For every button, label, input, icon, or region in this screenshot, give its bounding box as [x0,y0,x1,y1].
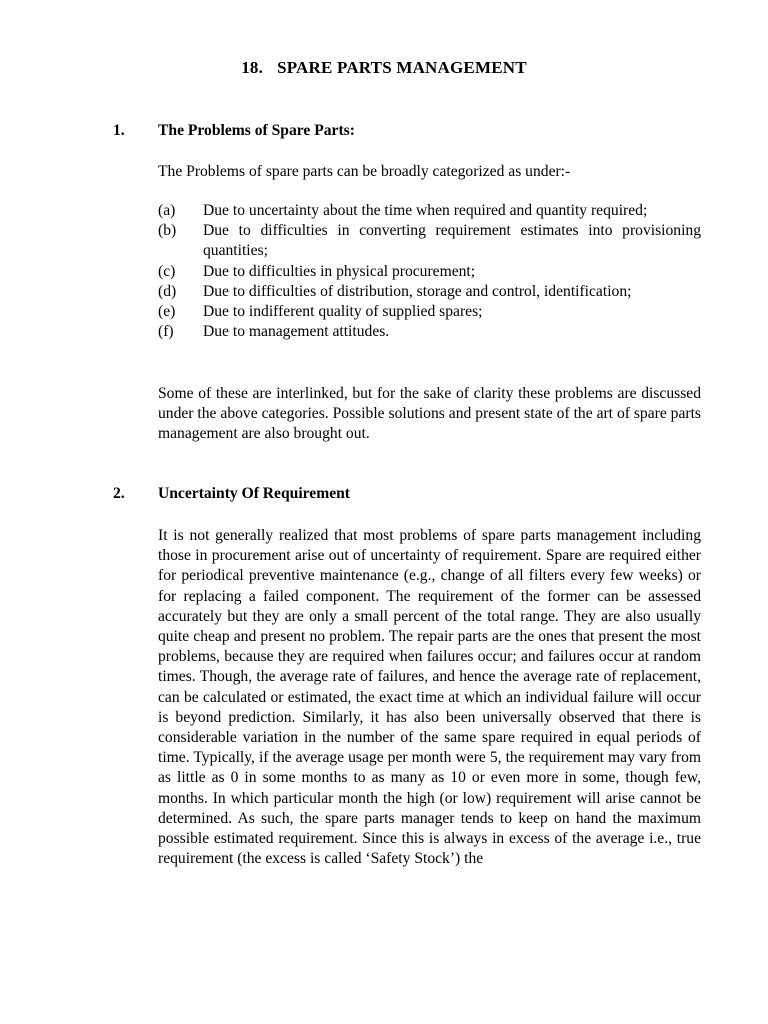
section-2-heading [113,485,350,503]
list-item-marker: (b) [158,222,177,240]
list-item-marker: (e) [158,303,176,321]
list-item [158,201,701,221]
list-item-text: Due to indifferent quality of supplied spares; [203,303,483,321]
list-item-marker: (a) [158,202,176,219]
list-item-marker: (c) [158,262,176,280]
list-item-text: Due to difficulties in converting requirement estimates into provisioning quantities; [203,222,701,260]
list-item [158,221,701,261]
page-title [0,58,768,78]
list-item-text: Due to difficulties of distribution, storage and control, identification; [203,282,632,300]
section-1-title: The Problems of Spare Parts: [158,122,355,139]
section-1-closing: Some of these are interlinked, but for the sake of clarity these problems are discussed under the above categories. Possible solutions and present state of the art of spare parts management are also brought out. [158,385,701,443]
section-2-number: 2. [113,485,125,502]
chapter-title: SPARE PARTS MANAGEMENT [277,58,527,77]
list-item-marker: (d) [158,282,177,300]
list-item-text: Due to difficulties in physical procurement; [203,262,476,280]
list-item-text: Due to uncertainty about the time when required and quantity required; [203,202,648,219]
list-item [158,322,701,342]
list-item-text: Due to management attitudes. [203,323,390,341]
section-1-intro: The Problems of spare parts can be broadly categorized as under:- [158,163,571,180]
problem-list [158,201,701,342]
list-item [158,262,701,282]
chapter-number: 18. [241,58,264,77]
list-item [158,282,701,302]
section-2-body: It is not generally realized that most problems of spare parts management including those in procurement arise out of uncertainty of requirement. Spare are required either for periodical preventive maintenance (e.g., change of all filters every few weeks) or for replacing a failed component. The requirement of the former can be assessed accurately but they are only a small percent of the total range. They are also usually quite cheap and present no problem. The repair parts are the ones that present the most problems, because they are required when failures occur; and failures occur at random times. Though, the average rate of failures, and hence the average rate of replacement, can be calculated or estimated, the exact time at which an individual failure will occur is beyond prediction. Similarly, it has also been universally observed that there is considerable variation in the number of the same spare required in equal periods of time. Typically, if the average usage per month were 5, the requirement may vary from as little as 0 in some months to as many as 10 or even more in some, though few, months. In which particular month the high (or low) requirement will arise cannot be determined. As such, the spare parts manager tends to keep on hand the maximum possible estimated requirement. Since this is always in excess of the average i.e., true requirement (the excess is called ‘Safety Stock’) the [158,527,701,868]
section-1-number: 1. [113,122,125,139]
list-item [158,302,701,322]
section-2-title: Uncertainty Of Requirement [158,485,350,502]
list-item-marker: (f) [158,323,174,341]
section-1-heading [113,122,355,140]
